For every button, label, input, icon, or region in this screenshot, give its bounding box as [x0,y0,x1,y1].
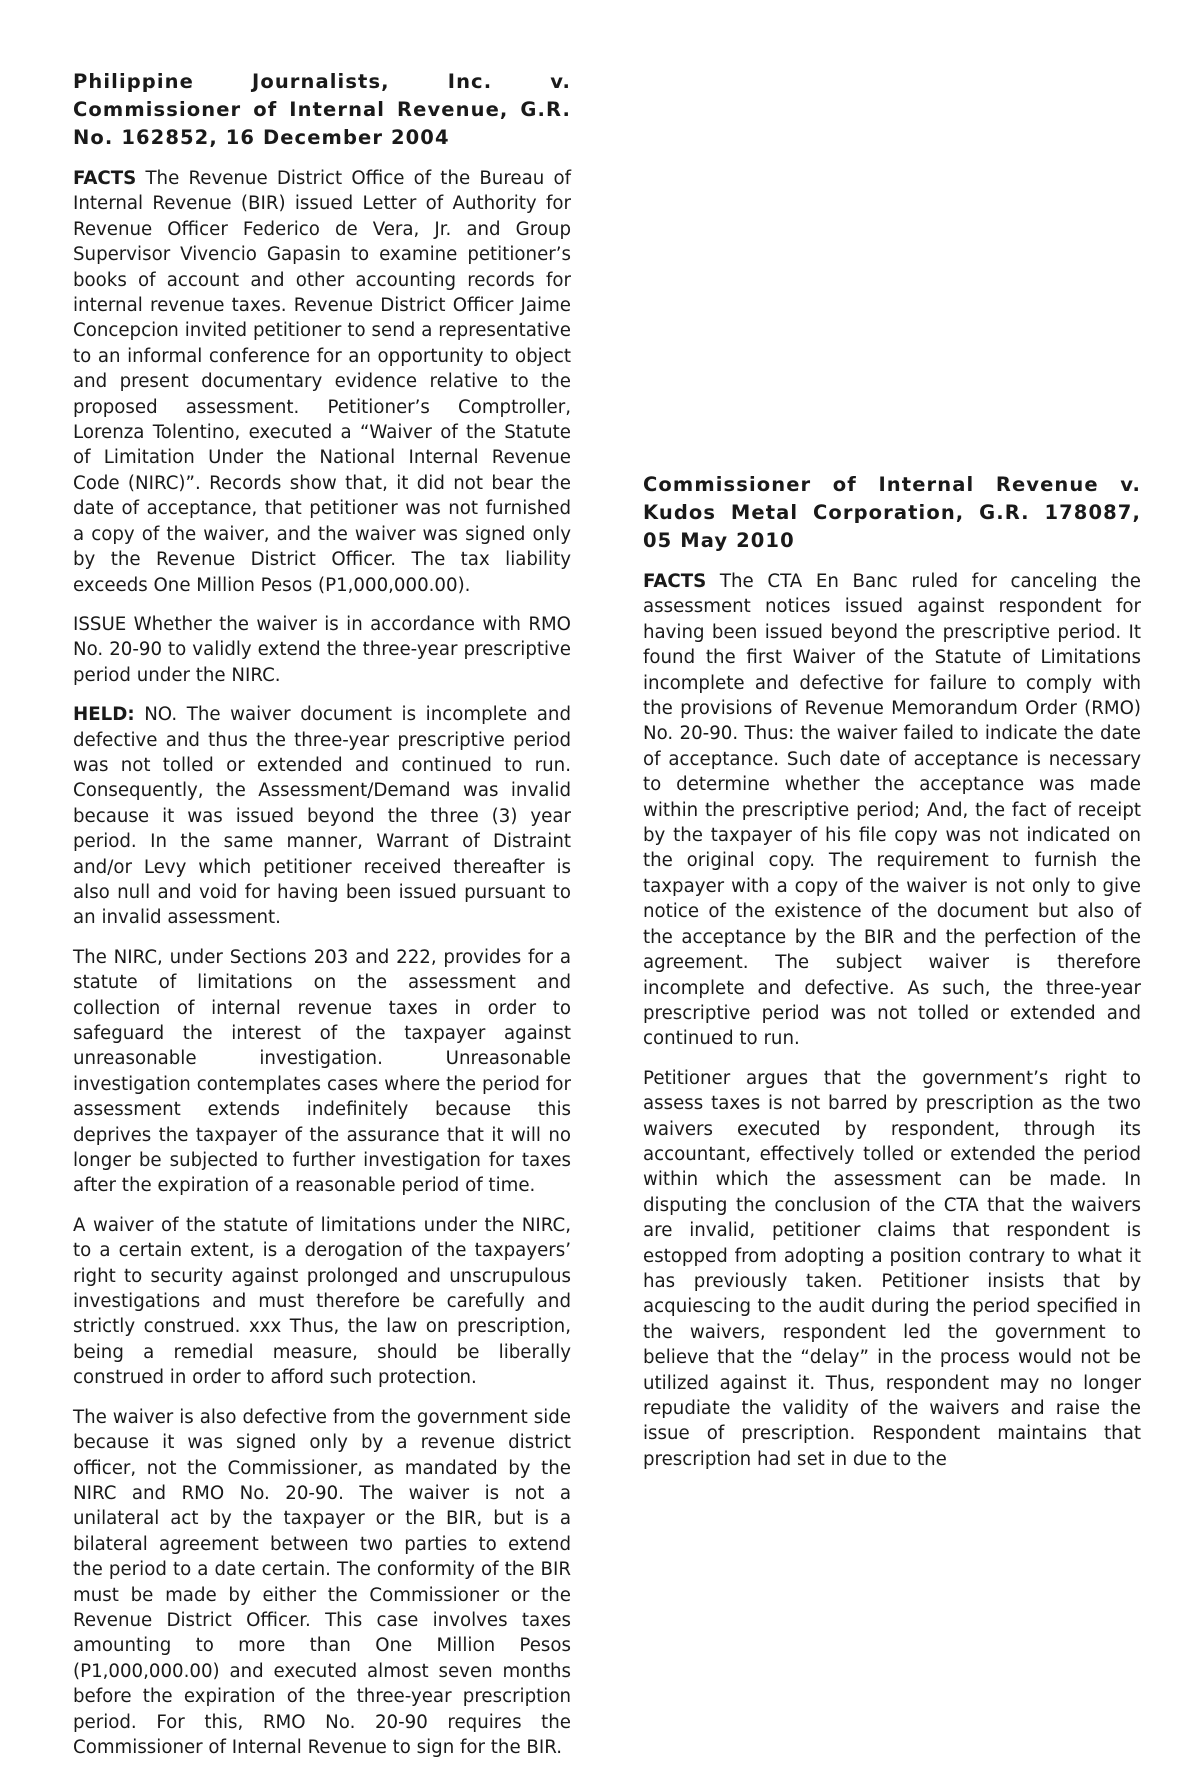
issue-paragraph: ISSUE Whether the waiver is in accordance with RMO No. 20-90 to validly extend the three-year prescriptive period under the NIRC. [73,613,571,686]
nirc-paragraph: The NIRC, under Sections 203 and 222, provides for a statute of limitations on the assessment and collection of internal revenue taxes in order to safeguard the interest of the taxpayer against unreasonable investigation. Unreasonable investigation contemplates cases where the period for assessment extends indefinitely because this deprives the taxpayer of the assurance that it will no longer be subjected to further investigation for taxes after the expiration of a reasonable period of time. [73,946,571,1197]
held-text: NO. The waiver document is incomplete and defective and thus the three-year prescriptive period was not tolled or extended and continued to run. Consequently, the Assessment/Demand was invalid because it was issued beyond the three (3) year period. In the same manner, Warrant of Distraint and/or Levy which petitioner received thereafter is also null and void for having been issued pursuant to an invalid assessment. [73,704,571,929]
case-title: Philippine Journalists, Inc. v. Commissioner of Internal Revenue, G.R. No. 162852, 16 December 2004 [73,70,571,149]
section-gap [643,397,1141,471]
right-column [643,68,1141,1486]
left-column [73,68,571,1774]
facts-paragraph [643,569,1141,1052]
held-label: HELD: [73,704,135,726]
column-flow-gap [643,68,1141,397]
waiver-paragraph: A waiver of the statute of limitations under the NIRC, to a certain extent, is a derogation of the taxpayers’ right to security against prolonged and unscrupulous investigations and must therefore be carefully and strictly construed. xxx Thus, the law on prescription, being a remedial measure, should be liberally construed in order to afford such protection. [73,1214,571,1389]
facts-text: The CTA En Banc ruled for canceling the assessment notices issued against respondent for having been issued beyond the prescriptive period. It found the first Waiver of the Statute of Limitations incomplete and defective for failure to comply with the provisions of Revenue Memorandum Order (RMO) No. 20-90. Thus: the waiver failed to indicate the date of acceptance. Such date of acceptance is necessary to determine whether the acceptance was made within the prescriptive period; And, the fact of receipt by the taxpayer of his file copy was not indicated on the original copy. The requirement to furnish the taxpayer with a copy of the waiver is not only to give notice of the existence of the document but also of the acceptance by the BIR and the perfection of the agreement. The subject waiver is therefore incomplete and defective. As such, the three-year prescriptive period was not tolled or extended and continued to run. [643,571,1141,1050]
facts-label: FACTS [643,571,707,592]
petitioner-paragraph: Petitioner argues that the government’s right to assess taxes is not barred by prescription as the two waivers executed by respondent, through its accountant, effectively tolled or extended the period within which the assessment can be made. In disputing the conclusion of the CTA that the waivers are invalid, petitioner claims that respondent is estopped from adopting a position contrary to what it has previously taken. Petitioner insists that by acquiescing to the audit during the period specified in the waivers, respondent led the government to believe that the “delay” in the process would not be utilized against it. Thus, respondent may no longer repudiate the validity of the waivers and raise the issue of prescription. Respondent maintains that prescription had set in due to the [643,1067,1141,1470]
held-paragraph [73,702,571,931]
facts-text: The Revenue District Office of the Bureau of Internal Revenue (BIR) issued Letter of Authority for Revenue Officer Federico de Vera, Jr. and Group Supervisor Vivencio Gapasin to examine petitioner’s books of account and other accounting records for internal revenue taxes. Revenue District Officer Jaime Concepcion invited petitioner to send a representative to an informal conference for an opportunity to object and present documentary evidence relative to the proposed assessment. Petitioner’s Comptroller, Lorenza Tolentino, executed a “Waiver of the Statute of Limitation Under the National Internal Revenue Code (NIRC)”. Records show that, it did not bear the date of acceptance, that petitioner was not furnished a copy of the waiver, and the waiver was signed only by the Revenue District Officer. The tax liability exceeds One Million Pesos (P1,000,000.00). [73,168,571,596]
defective-paragraph: The waiver is also defective from the government side because it was signed only by a revenue district officer, not the Commissioner, as mandated by the NIRC and RMO No. 20-90. The waiver is not a unilateral act by the taxpayer or the BIR, but is a bilateral agreement between two parties to extend the period to a date certain. The conformity of the BIR must be made by either the Commissioner or the Revenue District Officer. This case involves taxes amounting to more than One Million Pesos (P1,000,000.00) and executed almost seven months before the expiration of the three-year prescription period. For this, RMO No. 20-90 requires the Commissioner of Internal Revenue to sign for the BIR. [73,1406,571,1758]
facts-label: FACTS [73,168,137,189]
case-title: Commissioner of Internal Revenue v. Kudos Metal Corporation, G.R. 178087, 05 May 2010 [643,473,1141,552]
facts-paragraph [73,166,571,598]
